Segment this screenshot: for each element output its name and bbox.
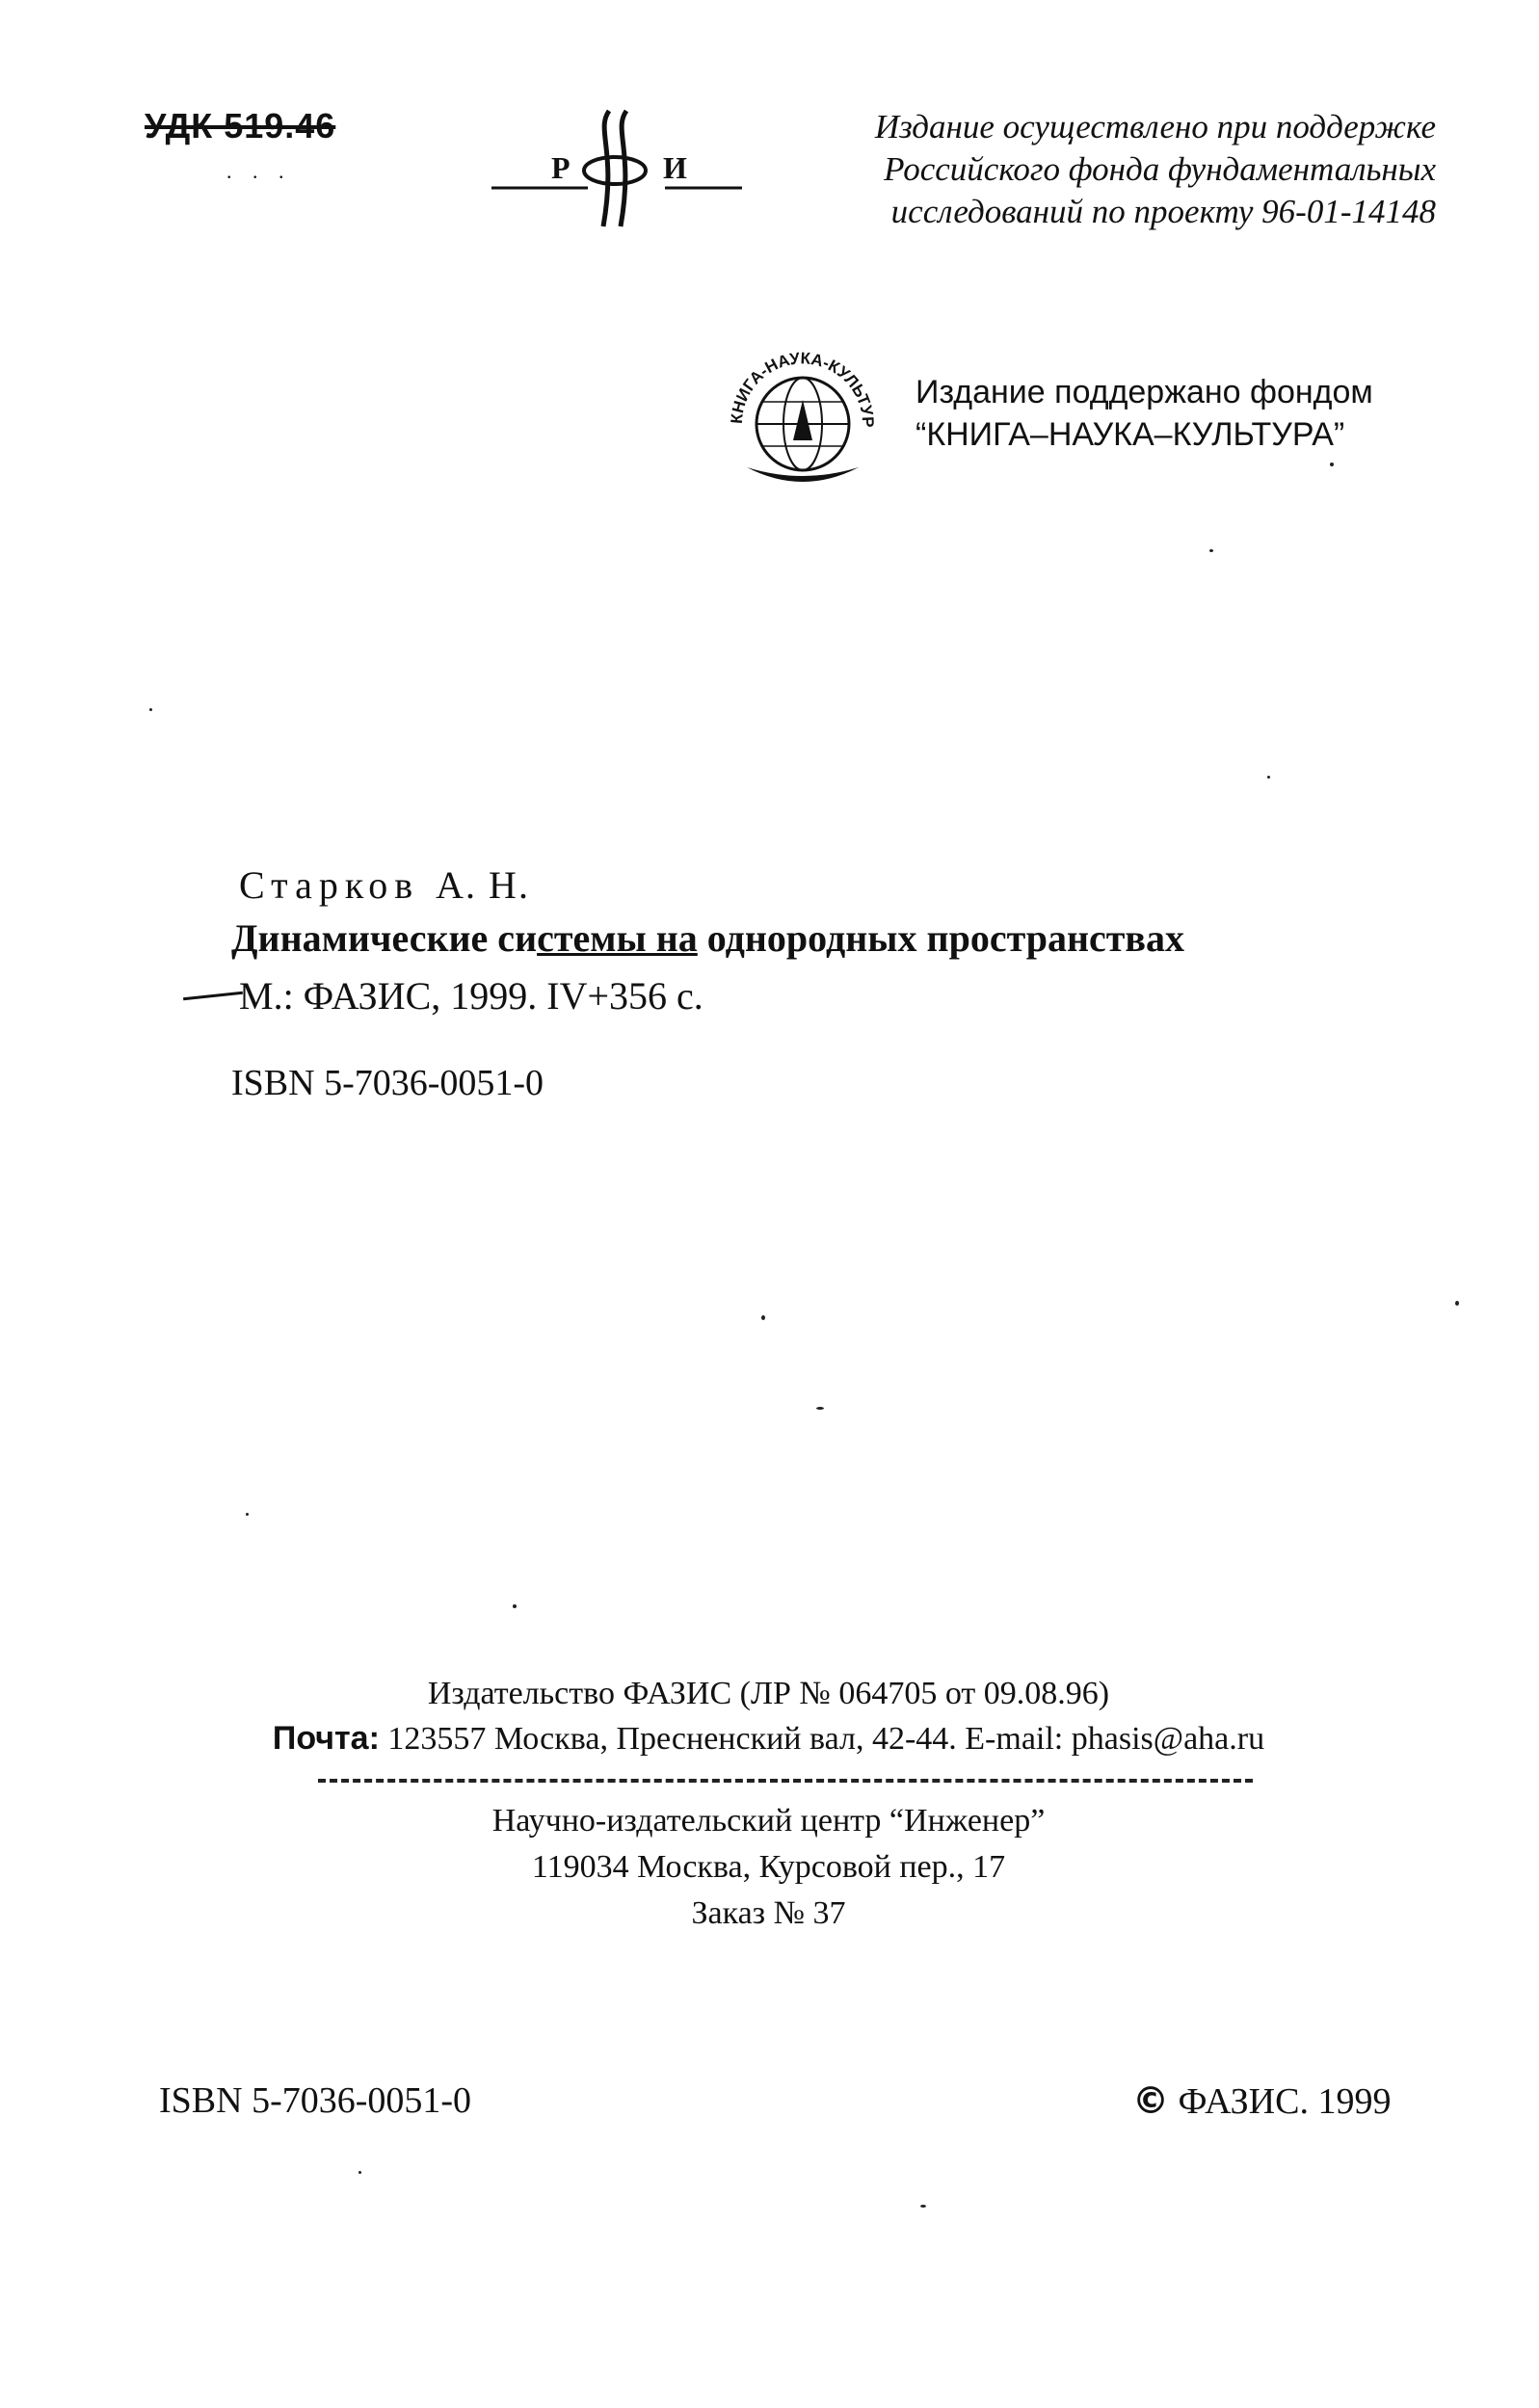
udk-dots: . . . — [226, 159, 292, 183]
title-part: однородных пространствах — [697, 916, 1185, 960]
knk-arc-textpath: КНИГА-НАУКА-КУЛЬТУР — [727, 349, 878, 427]
title-underlined-part: стемы на — [537, 916, 698, 960]
book-title — [231, 915, 1184, 961]
scan-speck — [1330, 463, 1334, 466]
rffi-logo — [491, 92, 771, 236]
author-surname: Старков — [239, 863, 420, 907]
printer-line: Заказ № 37 — [691, 1895, 846, 1931]
knk-support-text — [915, 371, 1436, 456]
scan-speck — [246, 1513, 249, 1516]
knk-support-line: Издание поддержано фондом — [915, 374, 1373, 410]
knk-foundation-logo — [718, 332, 887, 501]
rffi-support-line: исследований по проекту 96-01-14148 — [890, 193, 1436, 230]
rffi-letter-left: Р — [551, 150, 570, 185]
rffi-support-line: Издание осуществлено при поддержке — [874, 108, 1436, 146]
printer-line: 119034 Москва, Курсовой пер., 17 — [531, 1849, 1006, 1885]
scan-speck — [358, 2171, 361, 2174]
scan-speck — [513, 1604, 517, 1608]
author-initials: А. Н. — [436, 863, 530, 907]
dashed-divider — [318, 1779, 1253, 1783]
scan-speck — [1455, 1301, 1459, 1306]
udk-code: УДК 519.46 — [145, 106, 336, 146]
copyright-text: ФАЗИС. 1999 — [1169, 2081, 1392, 2122]
printer-line: Научно-издательский центр “Инженер” — [491, 1803, 1046, 1839]
rffi-letter-right: И — [663, 150, 687, 185]
publisher-line: Издательство ФАЗИС (ЛР № 064705 от 09.08.96) — [427, 1676, 1110, 1711]
author — [239, 862, 530, 908]
publisher-mail — [173, 1716, 1364, 1761]
rffi-support-line: Российского фонда фундаментальных — [884, 150, 1436, 188]
scan-speck — [920, 2205, 926, 2208]
scan-speck — [1267, 776, 1270, 779]
book-imprint: М.: ФАЗИС, 1999. IV+356 с. — [239, 974, 703, 1018]
mail-label: Почта: — [272, 1720, 380, 1757]
copyright — [1132, 2079, 1391, 2123]
isbn-top: ISBN 5-7036-0051-0 — [231, 1063, 544, 1103]
rffi-support-text — [800, 106, 1436, 233]
scan-speck — [761, 1315, 765, 1320]
scan-speck — [149, 708, 152, 711]
mail-text: 123557 Москва, Пресненский вал, 42-44. E-mail: phasis@aha.ru — [379, 1721, 1265, 1757]
scan-speck — [816, 1407, 824, 1410]
title-part: Динамические си — [231, 916, 538, 960]
printer-info — [173, 1798, 1364, 1937]
isbn-bottom: ISBN 5-7036-0051-0 — [159, 2080, 472, 2121]
publisher-info — [173, 1672, 1364, 1761]
copyright-symbol: © — [1132, 2079, 1169, 2122]
knk-support-line: “КНИГА–НАУКА–КУЛЬТУРА” — [915, 416, 1345, 453]
scan-speck — [1209, 549, 1213, 552]
imprint-dash-mark — [183, 992, 243, 1000]
